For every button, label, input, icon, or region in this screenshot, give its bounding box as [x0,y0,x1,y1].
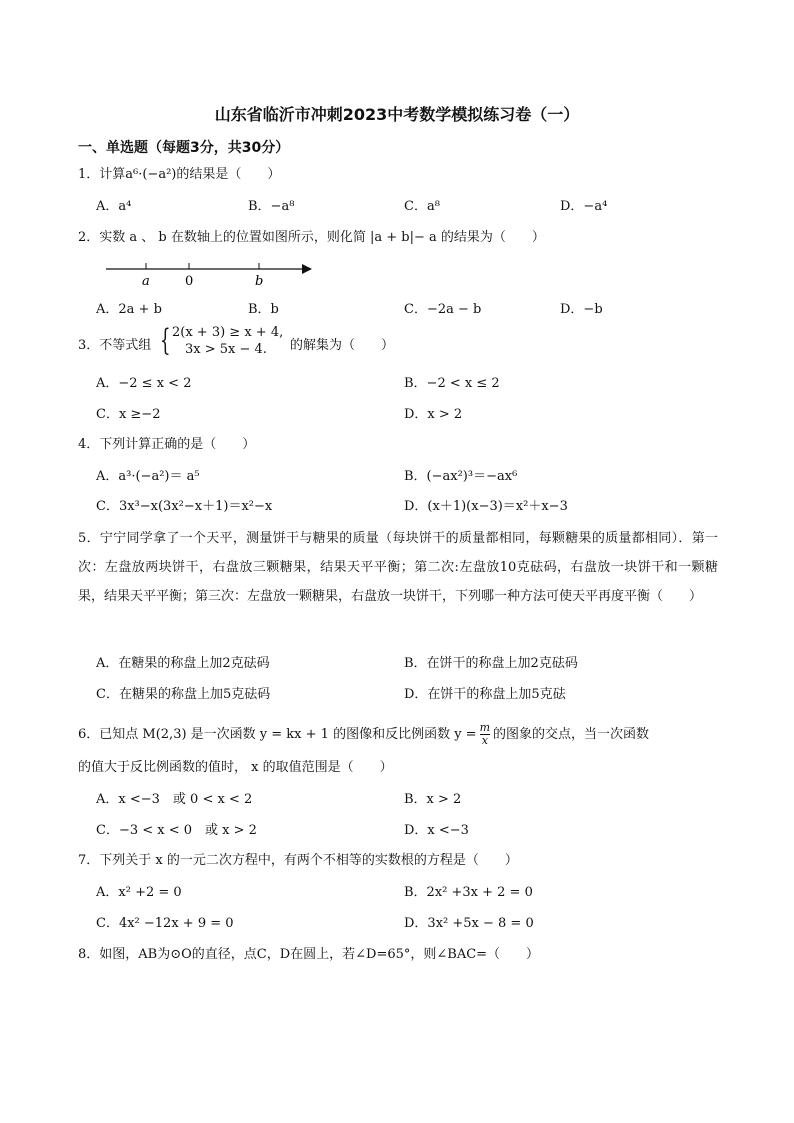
q5-option-a: A．在糖果的称盘上加2克砝码 [96,656,270,671]
question-3-prefix: 3．不等式组 [78,338,152,353]
q2-option-d: D．−b [560,302,603,317]
q1-option-d: D．−a⁴ [560,199,608,214]
q4-option-a: A．a³·(−a²)＝ a⁵ [96,469,200,484]
q1-option-a: A．a⁴ [96,199,132,214]
q7-option-a: A．x² +2 = 0 [96,885,182,900]
fraction-m-over-x [480,722,490,747]
q3-option-b: B．−2 < x ≤ 2 [404,376,500,391]
q6-option-a: A．x <−3 或 0 < x < 2 [96,792,253,807]
system-line-2: 3x > 5x − 4. [185,342,267,357]
q6-option-b: B．x > 2 [404,792,462,807]
question-1-stem: 1．计算a⁶·(−a²)的结果是（ ） [78,167,281,182]
question-6-line-2: 的值大于反比例函数的值时， x 的取值范围是（ ） [78,760,393,775]
q4-option-c: C．3x³−x(3x²−x＋1)＝x²−x [96,499,273,514]
label-a: a [142,274,150,289]
fraction-denominator: x [481,734,488,747]
page-title: 山东省临沂市冲刺2023中考数学模拟练习卷（一） [214,105,580,124]
q5-option-d: D．在饼干的称盘上加5克砝 [404,687,566,702]
q3-option-c: C．x ≥−2 [96,407,161,422]
q2-option-c: C．−2a − b [404,302,482,317]
question-8-stem: 8．如图，AB为⊙O的直径，点C，D在圆上，若∠D=65°，则∠BAC=（ ） [78,947,540,962]
number-line-figure [100,258,320,290]
q3-option-d: D．x > 2 [404,407,463,422]
q7-option-c: C．4x² −12x + 9 = 0 [96,916,234,931]
number-line-arrow [302,264,312,274]
question-7-stem: 7．下列关于 x 的一元二次方程中，有两个不相等的实数根的方程是（ ） [78,853,518,868]
q6-option-c: C．−3 < x < 0 或 x > 2 [96,823,257,838]
q2-option-b: B．b [248,302,279,317]
q1-option-b: B．−a⁸ [248,199,295,214]
q1-option-c: C．a⁸ [404,199,440,214]
q6-stem-a: 6．已知点 M(2,3) 是一次函数 y = kx + 1 的图像和反比例函数 y = [78,727,477,742]
q4-option-d: D．(x＋1)(x−3)＝x²＋x−3 [404,499,568,514]
section-heading: 一、单选题（每题3分，共30分） [78,140,290,156]
question-6-line-1 [78,722,649,747]
question-5-stem: 5．宁宁同学拿了一个天平，测量饼干与糖果的质量（每块饼干的质量都相同，每颗糖果的质量都相同）．第一次：左盘放两块饼干，右盘放三颗糖果，结果天平平衡；第二次:左盘放10克砝码，右盘放一块饼干和一颗糖果，结果天平平衡；第三次：左盘放一颗糖果，右盘放一块饼干，下列哪一种方法可使天平再度平衡（ ） [78,531,718,604]
label-b: b [255,274,264,289]
q3-option-a: A．−2 ≤ x < 2 [96,376,192,391]
q6-stem-b: 的图象的交点，当一次函数 [493,727,650,742]
question-2-stem: 2．实数 a 、 b 在数轴上的位置如图所示，则化简 |a + b|− a 的结果为（ ） [78,230,545,245]
label-zero: 0 [185,274,194,289]
fraction-numerator: m [479,721,491,734]
question-3-suffix: 的解集为（ ） [290,338,395,353]
q5-option-b: B．在饼干的称盘上加2克砝码 [404,656,578,671]
question-4-stem: 4．下列计算正确的是（ ） [78,437,256,452]
q2-option-a: A．2a + b [96,302,162,317]
system-brace: { [160,323,171,358]
q6-option-d: D．x <−3 [404,823,469,838]
q7-option-b: B．2x² +3x + 2 = 0 [404,885,533,900]
q4-option-b: B．(−ax²)³＝−ax⁶ [404,469,518,484]
q5-option-c: C．在糖果的称盘上加5克砝码 [96,687,271,702]
q7-option-d: D．3x² +5x − 8 = 0 [404,916,534,931]
system-line-1: 2(x + 3) ≥ x + 4, [172,325,284,340]
